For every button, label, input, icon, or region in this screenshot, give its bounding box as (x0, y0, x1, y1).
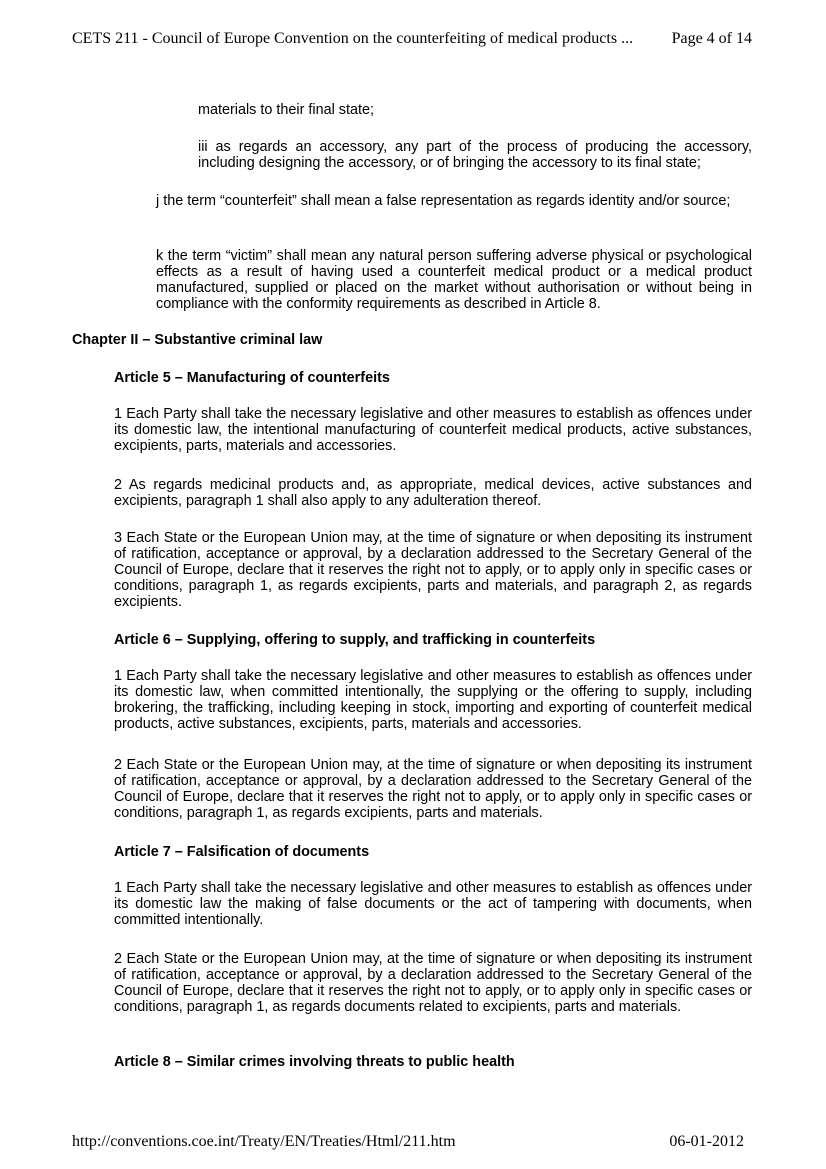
print-date: 06-01-2012 (669, 1133, 744, 1150)
article-6-paragraph-2: 2 Each State or the European Union may, at the time of signature or when depositing its instrument of ratification, acceptance or approval, by a declaration addressed to the Secretary General of the Council of Europe, declare that it reserves the right not to apply, or to apply only in specific cases or conditions, paragraph 1, as regards excipients, parts and materials. (114, 757, 752, 821)
item-iii-text: iii as regards an accessory, any part of the process of producing the accessory, including designing the accessory, or of bringing the accessory to its final state; (198, 139, 752, 171)
article-6-paragraph-1: 1 Each Party shall take the necessary legislative and other measures to establish as offences under its domestic law, when committed intentionally, the supplying or the offering to supply, including brokering, the trafficking, including keeping in stock, importing and exporting of counterfeit medical products, active substances, excipients, parts, materials and accessories. (114, 668, 752, 732)
article-7-title: Article 7 – Falsification of documents (114, 844, 370, 860)
article-6-title: Article 6 – Supplying, offering to supply, and trafficking in counterfeits (114, 632, 596, 648)
materials-tail-text: materials to their final state; (198, 102, 374, 118)
page-header (72, 30, 752, 48)
page-footer (72, 1133, 744, 1151)
article-5-paragraph-2: 2 As regards medicinal products and, as appropriate, medical devices, active substances and excipients, paragraph 1 shall also apply to any adulteration thereof. (114, 477, 752, 509)
chapter-title: Chapter II – Substantive criminal law (72, 332, 323, 348)
source-url: http://conventions.coe.int/Treaty/EN/Treaties/Html/211.htm (72, 1133, 456, 1150)
definition-k: k the term “victim” shall mean any natural person suffering adverse physical or psychological effects as a result of having used a counterfeit medical product or a medical product manufactured, supplied or placed on the market without authorisation or without being in compliance with the conformity requirements as described in Article 8. (156, 248, 752, 312)
article-7-paragraph-1: 1 Each Party shall take the necessary legislative and other measures to establish as offences under its domestic law the making of false documents or the act of tampering with documents, when committed intentionally. (114, 880, 752, 928)
page-number: Page 4 of 14 (671, 30, 752, 47)
article-8-title: Article 8 – Similar crimes involving threats to public health (114, 1054, 515, 1070)
article-5-title: Article 5 – Manufacturing of counterfeits (114, 370, 390, 386)
article-5-paragraph-1: 1 Each Party shall take the necessary legislative and other measures to establish as offences under its domestic law, the intentional manufacturing of counterfeit medical products, active substances, excipients, parts, materials and accessories. (114, 406, 752, 454)
document-title: CETS 211 - Council of Europe Convention on the counterfeiting of medical products ... (72, 30, 634, 47)
article-7-paragraph-2: 2 Each State or the European Union may, at the time of signature or when depositing its instrument of ratification, acceptance or approval, by a declaration addressed to the Secretary General of the Council of Europe, declare that it reserves the right not to apply, or to apply only in specific cases or conditions, paragraph 1, as regards documents related to excipients, parts and materials. (114, 951, 752, 1015)
definition-j: j the term “counterfeit” shall mean a false representation as regards identity and/or source; (156, 193, 731, 209)
article-5-paragraph-3: 3 Each State or the European Union may, at the time of signature or when depositing its instrument of ratification, acceptance or approval, by a declaration addressed to the Secretary General of the Council of Europe, declare that it reserves the right not to apply, or to apply only in specific cases or conditions, paragraph 1, as regards excipients, parts and materials, and paragraph 2, as regards excipients. (114, 530, 752, 610)
